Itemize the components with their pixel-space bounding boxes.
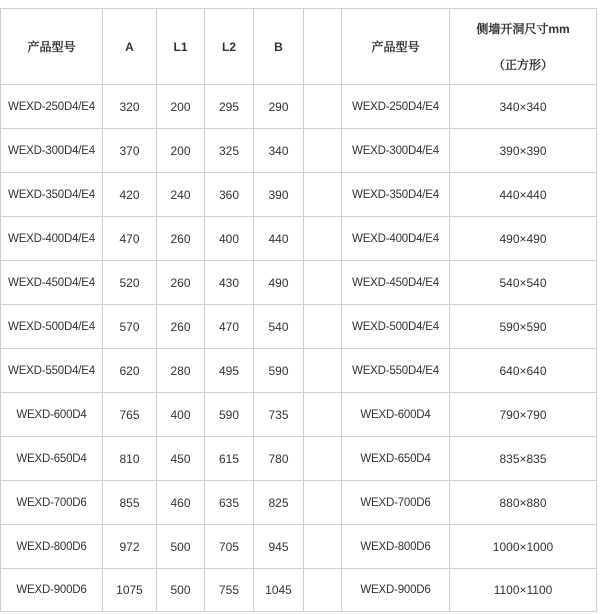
cell-a: 620 (103, 349, 157, 393)
cell-b: 390 (254, 173, 304, 217)
header-model-2: 产品型号 (342, 9, 450, 85)
header-a: A (103, 9, 157, 85)
cell-gap (304, 305, 342, 349)
cell-opening-size: 540×540 (450, 261, 597, 305)
cell-model: WEXD-650D4 (1, 437, 103, 481)
cell-l1: 400 (157, 393, 205, 437)
cell-model: WEXD-350D4/E4 (1, 173, 103, 217)
header-b: B (254, 9, 304, 85)
cell-l2: 430 (205, 261, 254, 305)
header-opening-size (450, 9, 597, 85)
cell-opening-size: 1100×1100 (450, 569, 597, 612)
cell-l2: 295 (205, 85, 254, 129)
header-l1: L1 (157, 9, 205, 85)
cell-a: 370 (103, 129, 157, 173)
cell-b: 1045 (254, 569, 304, 612)
cell-l1: 200 (157, 129, 205, 173)
cell-b: 540 (254, 305, 304, 349)
cell-model-2: WEXD-550D4/E4 (342, 349, 450, 393)
cell-opening-size: 340×340 (450, 85, 597, 129)
cell-model-2: WEXD-450D4/E4 (342, 261, 450, 305)
cell-gap (304, 437, 342, 481)
cell-b: 490 (254, 261, 304, 305)
header-opening-size-line1: 侧墙开洞尺寸mm (476, 21, 570, 36)
cell-a: 420 (103, 173, 157, 217)
cell-gap (304, 349, 342, 393)
cell-opening-size: 590×590 (450, 305, 597, 349)
cell-model-2: WEXD-250D4/E4 (342, 85, 450, 129)
cell-gap (304, 85, 342, 129)
cell-l1: 500 (157, 569, 205, 612)
cell-gap (304, 217, 342, 261)
cell-l1: 260 (157, 217, 205, 261)
table-row (1, 173, 597, 217)
cell-gap (304, 481, 342, 525)
cell-a: 765 (103, 393, 157, 437)
cell-opening-size: 1000×1000 (450, 525, 597, 569)
cell-gap (304, 569, 342, 612)
cell-opening-size: 390×390 (450, 129, 597, 173)
cell-model: WEXD-550D4/E4 (1, 349, 103, 393)
cell-a: 810 (103, 437, 157, 481)
cell-b: 590 (254, 349, 304, 393)
cell-model-2: WEXD-650D4 (342, 437, 450, 481)
cell-opening-size: 440×440 (450, 173, 597, 217)
table-row (1, 525, 597, 569)
cell-model-2: WEXD-900D6 (342, 569, 450, 612)
cell-gap (304, 173, 342, 217)
table-row (1, 217, 597, 261)
table-row (1, 569, 597, 612)
cell-gap (304, 525, 342, 569)
cell-b: 440 (254, 217, 304, 261)
cell-model-2: WEXD-700D6 (342, 481, 450, 525)
cell-l1: 240 (157, 173, 205, 217)
cell-l1: 260 (157, 305, 205, 349)
cell-opening-size: 835×835 (450, 437, 597, 481)
cell-model-2: WEXD-300D4/E4 (342, 129, 450, 173)
cell-opening-size: 640×640 (450, 349, 597, 393)
cell-a: 470 (103, 217, 157, 261)
cell-opening-size: 490×490 (450, 217, 597, 261)
cell-a: 320 (103, 85, 157, 129)
cell-l1: 280 (157, 349, 205, 393)
header-gap (304, 9, 342, 85)
cell-opening-size: 790×790 (450, 393, 597, 437)
cell-b: 735 (254, 393, 304, 437)
cell-l1: 450 (157, 437, 205, 481)
cell-l2: 325 (205, 129, 254, 173)
cell-l2: 360 (205, 173, 254, 217)
cell-model: WEXD-700D6 (1, 481, 103, 525)
cell-gap (304, 393, 342, 437)
cell-a: 570 (103, 305, 157, 349)
cell-model-2: WEXD-350D4/E4 (342, 173, 450, 217)
cell-gap (304, 261, 342, 305)
cell-model: WEXD-250D4/E4 (1, 85, 103, 129)
cell-model-2: WEXD-800D6 (342, 525, 450, 569)
header-model: 产品型号 (1, 9, 103, 85)
table-body (1, 85, 597, 612)
cell-model: WEXD-600D4 (1, 393, 103, 437)
table-row (1, 261, 597, 305)
cell-l2: 470 (205, 305, 254, 349)
cell-model: WEXD-450D4/E4 (1, 261, 103, 305)
header-row (1, 9, 597, 85)
header-l2: L2 (205, 9, 254, 85)
cell-model: WEXD-300D4/E4 (1, 129, 103, 173)
table-row (1, 437, 597, 481)
cell-b: 825 (254, 481, 304, 525)
cell-model-2: WEXD-500D4/E4 (342, 305, 450, 349)
cell-a: 1075 (103, 569, 157, 612)
cell-model: WEXD-900D6 (1, 569, 103, 612)
cell-model: WEXD-800D6 (1, 525, 103, 569)
cell-l1: 460 (157, 481, 205, 525)
cell-l2: 590 (205, 393, 254, 437)
table-row (1, 305, 597, 349)
cell-b: 780 (254, 437, 304, 481)
cell-a: 972 (103, 525, 157, 569)
header-opening-size-line2: （正方形） (492, 57, 553, 72)
table-row (1, 129, 597, 173)
cell-l2: 755 (205, 569, 254, 612)
cell-model: WEXD-500D4/E4 (1, 305, 103, 349)
cell-model-2: WEXD-600D4 (342, 393, 450, 437)
table-row (1, 85, 597, 129)
spec-table (0, 8, 597, 612)
cell-b: 945 (254, 525, 304, 569)
cell-model-2: WEXD-400D4/E4 (342, 217, 450, 261)
cell-l2: 400 (205, 217, 254, 261)
table-row (1, 481, 597, 525)
cell-l1: 260 (157, 261, 205, 305)
cell-model: WEXD-400D4/E4 (1, 217, 103, 261)
cell-l2: 635 (205, 481, 254, 525)
cell-a: 855 (103, 481, 157, 525)
cell-b: 340 (254, 129, 304, 173)
cell-l2: 495 (205, 349, 254, 393)
cell-l2: 705 (205, 525, 254, 569)
cell-l2: 615 (205, 437, 254, 481)
cell-opening-size: 880×880 (450, 481, 597, 525)
cell-l1: 200 (157, 85, 205, 129)
table-row (1, 393, 597, 437)
cell-a: 520 (103, 261, 157, 305)
cell-gap (304, 129, 342, 173)
cell-l1: 500 (157, 525, 205, 569)
cell-b: 290 (254, 85, 304, 129)
table-row (1, 349, 597, 393)
